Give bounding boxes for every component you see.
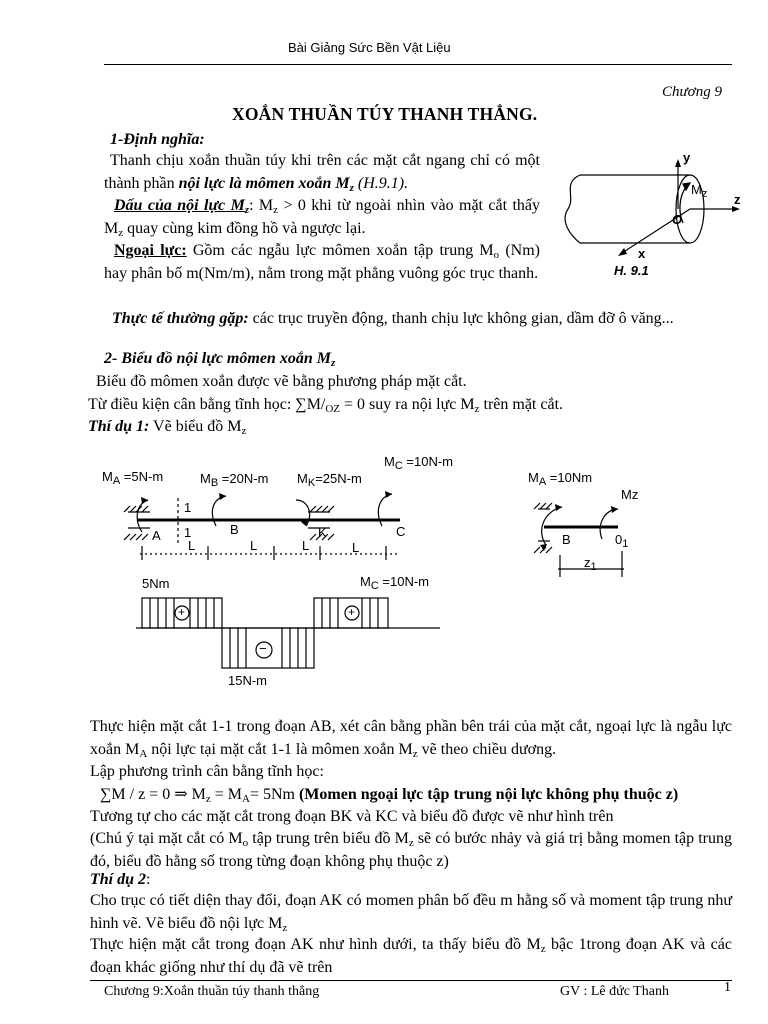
equilibrium-intro: Lập phương trình cân bằng tĩnh học: [90,763,324,780]
section-heading-definition: 1-Định nghĩa: [110,131,205,148]
d1-section-bottom: 1 [184,525,192,540]
d2-ma-label: $M_A =10Nm$ [528,470,593,488]
diagram-negative-bk [222,628,314,668]
d2-point-b: B [562,532,571,547]
footer-rule [90,980,732,981]
d1-point-b: B [230,522,239,537]
equilibrium-equation: ∑M / z = 0 ⇒ $M_z = M_A= 5Nm$ (Momen ngoại lực tập trung nội lực không phụ thuộc z) [100,786,679,805]
d1-mk-label: $M_K=25N-m$ [297,471,362,489]
d1-length-1: L [188,538,196,553]
practical-cases-paragraph: Thực tế thường gặp: các trục truyền động, thanh chịu lực không gian, dầm đỡ ô văng... [112,310,674,327]
d1-mc-label: $M_C =10N-m$ [384,454,454,472]
example-2-heading: Thí dụ 2: [90,871,151,888]
example-2-section-paragraph: Thực hiện mặt cắt trong đoạn AK như hình dưới, ta thấy biểu đồ $M_z$ bậc 1trong đoạn AK và các đoạn khác giống như thí dụ đã vẽ trên [90,936,732,976]
d1-ma-label: $M_A =5N-m$ [102,469,164,487]
d1-plus-sign-1: + [178,605,186,619]
d1-value-5nm: 5Nm [142,576,170,591]
d1-point-a: A [152,528,161,543]
d2-point-o1: $0_1$ [615,532,629,550]
fig91-y-label: y [683,150,691,165]
page-number: 1 [724,980,731,995]
d2-z1-label: $z_1$ [584,555,597,573]
fig91-z-label: z [734,192,741,207]
example-2-description: Cho trục có tiết diện thay đổi, đoạn AK có momen phân bố đều m hằng số và moment tập trung như hình vẽ. Vẽ biểu đồ nội lực $M_z$ [90,892,732,934]
section-heading-diagram: 2- Biểu đồ nội lực mômen xoắn $M_z$ [104,350,336,369]
example-1-heading: Thí dụ 1: Vẽ biểu đồ $M_z$ [88,418,247,437]
header-rule [104,64,732,65]
fig91-mz-label: $M_z$ [691,182,708,200]
d1-length-3: L [302,538,310,553]
d1-point-c: C [396,524,406,539]
fig91-origin-label: O [672,212,683,227]
method-sentence: Biểu đồ mômen xoắn được vẽ bằng phương pháp mặt cắt. [96,373,467,390]
d1-length-2: L [250,538,258,553]
jump-note-paragraph: (Chú ý tại mặt cắt có $M_o$ tập trung trên biểu đồ $M_z$ sẽ có bước nhảy và giá trị bằng momen tập trung đó, biểu đồ hằng số trong từng đoạn không phụ thuộc z) [90,830,733,870]
running-header: Bài Giảng Sức Bền Vật Liệu [288,40,451,55]
section-cut-paragraph: Thực hiện mặt cắt 1-1 trong đoạn AB, xét cân bằng phần bên trái của mặt cắt, ngoại lực là ngẫu lực xoắn $M_A$ nội lực tại mặt cắt 1-1 là mômen xoắn $M_z$ vẽ theo chiều dương. [90,718,732,760]
torque-a-arc [137,500,148,532]
d2-mz-label: Mz [621,487,639,502]
d1-minus-sign: − [259,641,267,656]
external-force-paragraph: Ngoại lực: Gồm các ngẫu lực mômen xoắn tập trung $M_o$ (Nm) hay phân bố m(Nm/m), nằm trong mặt phẳng vuông góc trục thanh. [104,242,541,282]
d1-value-15nm: 15N-m [228,673,268,688]
definition-paragraph: Thanh chịu xoắn thuần túy khi trên các mặt cắt ngang chỉ có một thành phần nội lực là mômen xoắn $M_z$ (H.9.1). [104,152,540,194]
similar-sections-sentence: Tương tự cho các mặt cắt trong đoạn BK và KC và biểu đồ được vẽ như hình trên [90,808,614,825]
sign-convention-paragraph: Dấu của nội lực $M_z$: $M_z > 0$ khi từ ngoài nhìn vào mặt cắt thấy $M_z$ quay cùng kim đồng hồ và ngược lại. [104,197,541,239]
fig91-x-label: x [638,246,646,261]
shaft-break-line [565,175,580,243]
page-title: XOẮN THUẦN TÚY THANH THẲNG. [232,104,538,124]
d1-point-k: K [318,525,327,540]
fig91-caption: H. 9.1 [614,263,649,278]
d1-plus-sign-2: + [348,605,356,619]
equilibrium-sentence: Từ điều kiện cân bằng tĩnh học: $\sum M/_{OZ} = 0$ suy ra nội lực $M_z$ trên mặt cắt. [88,396,564,415]
chapter-label: Chương 9 [662,84,722,100]
d1-section-top: 1 [184,500,192,515]
footer-chapter: Chương 9:Xoắn thuần túy thanh thẳng [104,984,320,999]
d1-mb-label: $M_B =20N-m$ [200,471,269,489]
d1-value-10nm: $M_C =10N-m$ [360,574,430,592]
d1-length-4: L [352,540,360,555]
footer-author: GV : Lê đức Thanh [560,984,669,999]
